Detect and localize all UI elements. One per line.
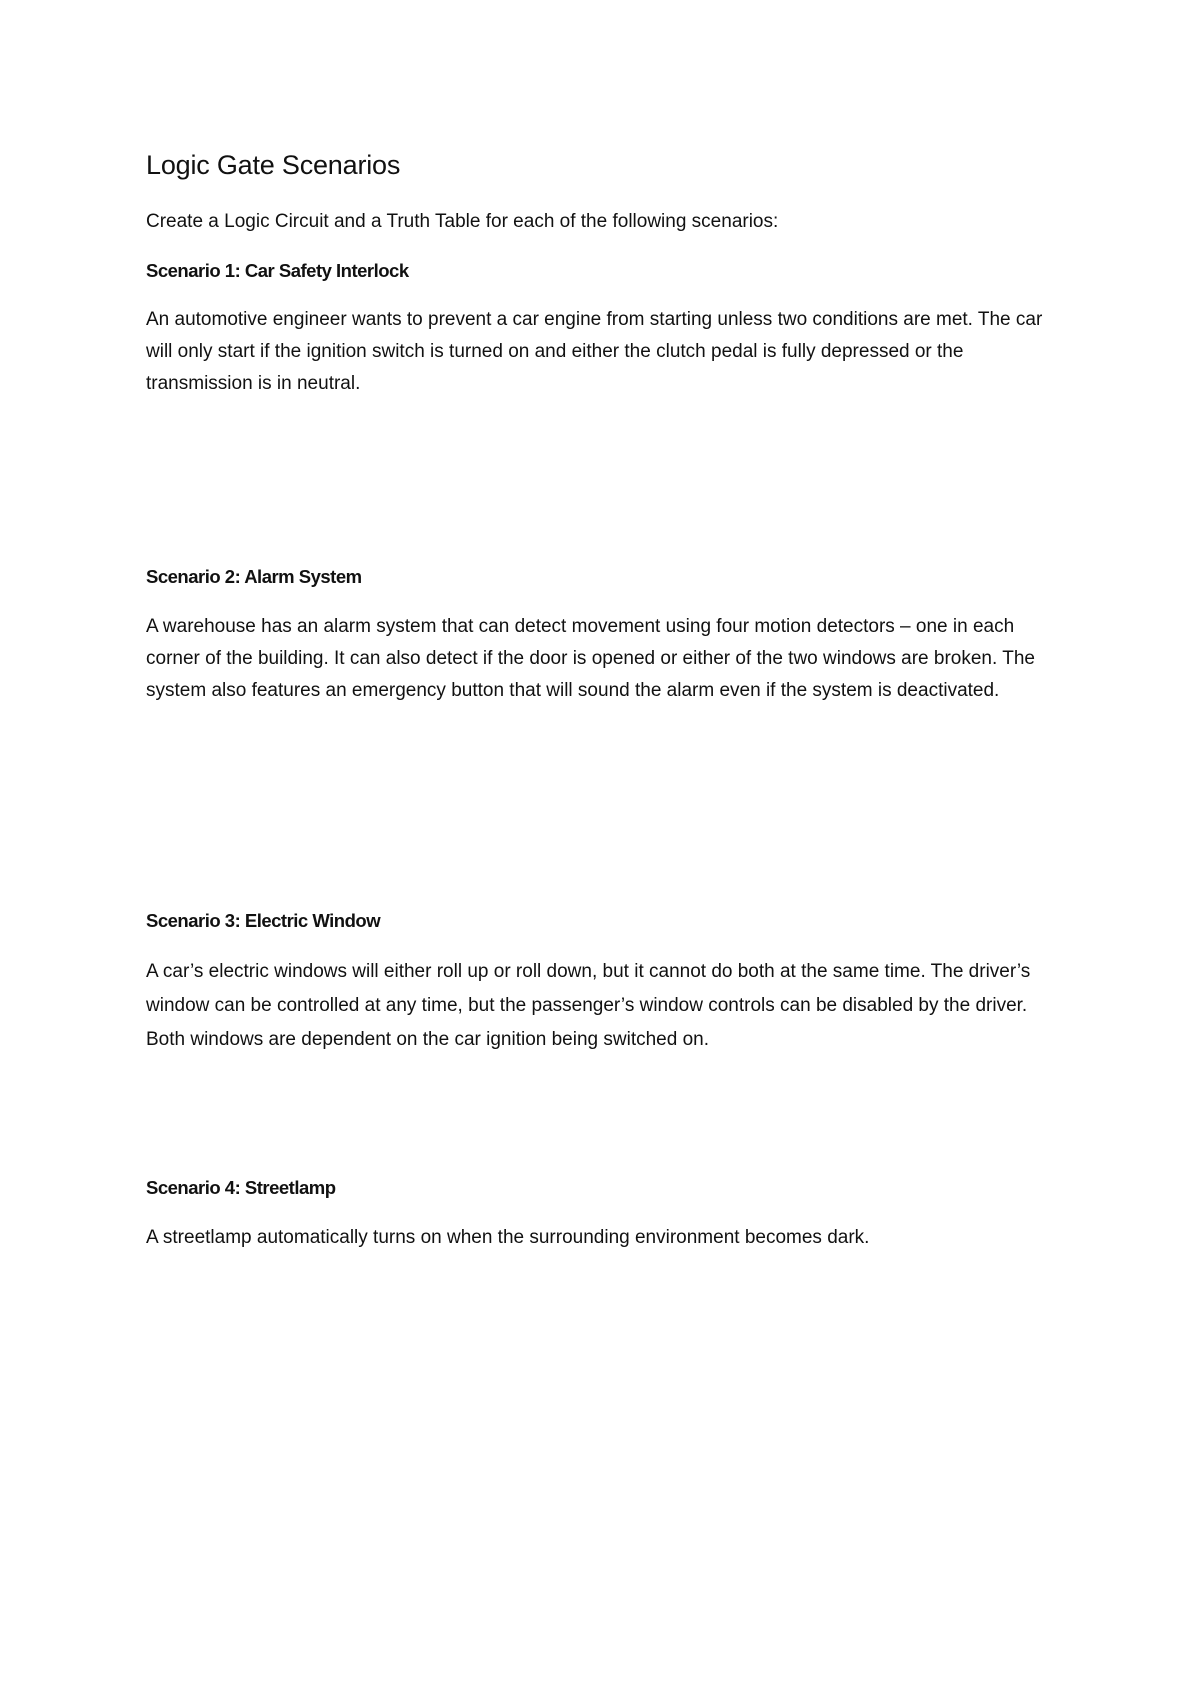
intro-text: Create a Logic Circuit and a Truth Table for each of the following scenarios: bbox=[146, 211, 779, 232]
scenario-2-heading: Scenario 2: Alarm System bbox=[146, 566, 362, 587]
scenario-4-heading: Scenario 4: Streetlamp bbox=[146, 1177, 336, 1198]
page-title: Logic Gate Scenarios bbox=[146, 150, 401, 180]
scenario-3-heading: Scenario 3: Electric Window bbox=[146, 910, 381, 931]
scenario-4-text: A streetlamp automatically turns on when the surrounding environment becomes dark. bbox=[146, 1227, 870, 1248]
scenario-3-text: A car’s electric windows will either roll up or roll down, but it cannot do both at the same time. The driver’s window can be controlled at any time, but the passenger’s window controls can be disabled by the driver. Both windows are dependent on the car ignition being switched on. bbox=[146, 961, 1031, 1050]
scenario-2-text: A warehouse has an alarm system that can detect movement using four motion detectors – one in each corner of the building. It can also detect if the door is opened or either of the two windows are broken. The system also features an emergency button that will sound the alarm even if the system is deactivated. bbox=[146, 616, 1035, 701]
scenario-1-heading: Scenario 1: Car Safety Interlock bbox=[146, 260, 409, 281]
scenario-1-text: An automotive engineer wants to prevent a car engine from starting unless two conditions are met. The car will only start if the ignition switch is turned on and either the clutch pedal is fully depressed or the transmission is in neutral. bbox=[146, 309, 1043, 394]
document-page bbox=[146, 0, 1076, 1698]
